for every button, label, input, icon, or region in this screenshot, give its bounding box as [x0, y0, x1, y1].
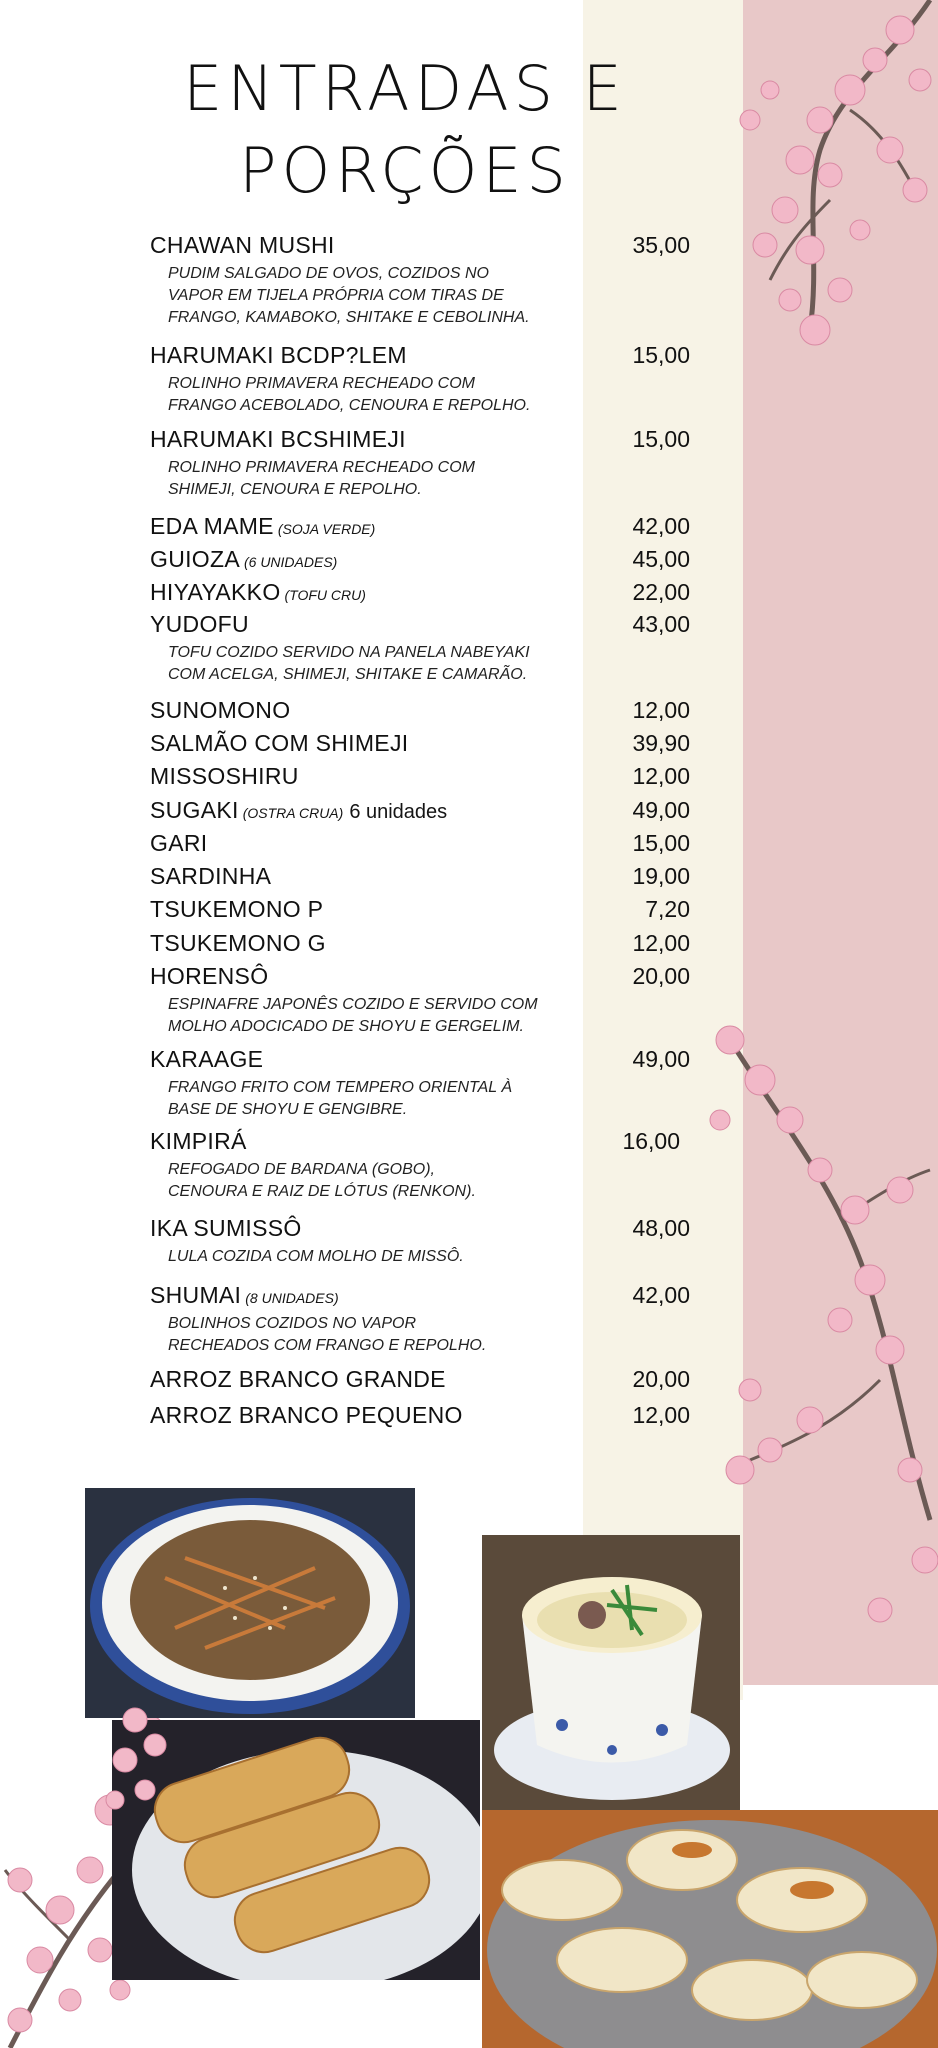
menu-item	[150, 763, 690, 790]
item-name: CHAWAN MUSHI	[150, 232, 335, 258]
item-name: SUNOMONO	[150, 697, 291, 723]
item-price: 43,00	[632, 611, 690, 637]
title-line-2: PORÇÕES	[239, 134, 571, 207]
menu-item	[150, 1215, 690, 1268]
item-description: FRANGO FRITO COM TEMPERO ORIENTAL À BASE DE SHOYU E GENGIBRE.	[168, 1079, 513, 1118]
item-description: ROLINHO PRIMAVERA RECHEADO COM SHIMEJI, CENOURA E REPOLHO.	[168, 459, 476, 498]
item-name: HORENSÔ	[150, 963, 269, 989]
item-extra: 6 unidades	[349, 801, 448, 823]
item-description: BOLINHOS COZIDOS NO VAPOR RECHEADOS COM FRANGO E REPOLHO.	[168, 1315, 487, 1354]
item-description: ESPINAFRE JAPONÊS COZIDO E SERVIDO COM MOLHO ADOCICADO DE SHOYU E GERGELIM.	[168, 996, 538, 1035]
item-name: SHUMAI	[150, 1282, 242, 1308]
menu-item	[150, 232, 690, 329]
item-name: GUIOZA	[150, 546, 240, 572]
menu-item	[150, 863, 690, 890]
item-name: IKA SUMISSÔ	[150, 1215, 302, 1241]
item-name: GARI	[150, 830, 208, 856]
menu-item	[150, 1046, 690, 1121]
item-price: 15,00	[632, 426, 690, 452]
item-name: KARAAGE	[150, 1046, 264, 1072]
item-name: EDA MAME	[150, 513, 274, 539]
item-name: ARROZ BRANCO PEQUENO	[150, 1402, 463, 1428]
item-name: YUDOFU	[150, 611, 249, 637]
menu-item	[150, 797, 690, 824]
item-price: 12,00	[632, 1402, 690, 1428]
item-price: 45,00	[632, 546, 690, 572]
item-price: 48,00	[632, 1215, 690, 1241]
item-name: KIMPIRÁ	[150, 1128, 247, 1154]
menu-item	[150, 730, 690, 757]
item-price: 20,00	[632, 963, 690, 989]
item-description: ROLINHO PRIMAVERA RECHEADO COM FRANGO ACEBOLADO, CENOURA E REPOLHO.	[168, 375, 531, 414]
item-note: (6 UNIDADES)	[243, 554, 338, 570]
item-note: (8 UNIDADES)	[245, 1290, 339, 1306]
item-price: 19,00	[632, 863, 690, 889]
item-price: 12,00	[632, 930, 690, 956]
item-description: LULA COZIDA COM MOLHO DE MISSÔ.	[168, 1248, 464, 1265]
menu-item	[150, 963, 690, 1038]
guioza-photo	[482, 1810, 938, 2048]
item-name: SARDINHA	[150, 863, 272, 889]
menu-item	[150, 513, 690, 540]
menu-item	[150, 1402, 690, 1429]
item-description: PUDIM SALGADO DE OVOS, COZIDOS NO VAPOR EM TIJELA PRÓPRIA COM TIRAS DE FRANGO, KAMABOKO, SHITAKE E CEBOLINHA.	[168, 265, 530, 326]
item-name: SALMÃO COM SHIMEJI	[150, 730, 409, 756]
kimpira-photo	[85, 1488, 415, 1718]
item-price: 35,00	[632, 232, 690, 258]
menu-item	[150, 896, 690, 923]
item-price: 49,00	[632, 1046, 690, 1072]
item-price: 16,00	[622, 1128, 680, 1154]
item-note: (SOJA VERDE)	[277, 521, 376, 537]
item-description: REFOGADO DE BARDANA (GOBO), CENOURA E RAIZ DE LÓTUS (RENKON).	[168, 1161, 476, 1200]
item-price: 49,00	[632, 797, 690, 823]
menu-item	[150, 611, 690, 686]
chawan-mushi-photo	[482, 1535, 740, 1810]
menu-item	[150, 546, 690, 573]
pink-band	[743, 0, 938, 1685]
item-name: TSUKEMONO P	[150, 896, 324, 922]
menu-item	[150, 579, 690, 606]
item-price: 12,00	[632, 763, 690, 789]
item-name: SUGAKI	[150, 797, 239, 823]
item-price: 15,00	[632, 830, 690, 856]
item-price: 15,00	[632, 342, 690, 368]
harumaki-photo	[112, 1720, 480, 1980]
item-note: (TOFU CRU)	[284, 587, 366, 603]
item-name: ARROZ BRANCO GRANDE	[150, 1366, 446, 1392]
item-price: 42,00	[632, 1282, 690, 1308]
item-price: 39,90	[632, 730, 690, 756]
item-name: HARUMAKI BCDP?LEM	[150, 342, 407, 368]
item-price: 12,00	[632, 697, 690, 723]
item-price: 7,20	[645, 896, 690, 922]
item-price: 20,00	[632, 1366, 690, 1392]
menu-item	[150, 1128, 690, 1203]
item-description: TOFU COZIDO SERVIDO NA PANELA NABEYAKI COM ACELGA, SHIMEJI, SHITAKE E CAMARÃO.	[168, 644, 530, 683]
item-name: HARUMAKI BCSHIMEJI	[150, 426, 406, 452]
item-name: TSUKEMONO G	[150, 930, 326, 956]
menu-item	[150, 1282, 690, 1357]
item-note: (OSTRA CRUA)	[242, 805, 344, 821]
menu-item	[150, 426, 690, 501]
menu-item	[150, 697, 690, 724]
menu-item	[150, 1366, 690, 1393]
item-price: 42,00	[632, 513, 690, 539]
menu-item	[150, 830, 690, 857]
item-price: 22,00	[632, 579, 690, 605]
item-name: HIYAYAKKO	[150, 579, 281, 605]
item-name: MISSOSHIRU	[150, 763, 299, 789]
page-title	[140, 48, 670, 212]
menu-item	[150, 342, 690, 417]
title-line-1: ENTRADAS E	[183, 52, 627, 125]
menu-item	[150, 930, 690, 957]
